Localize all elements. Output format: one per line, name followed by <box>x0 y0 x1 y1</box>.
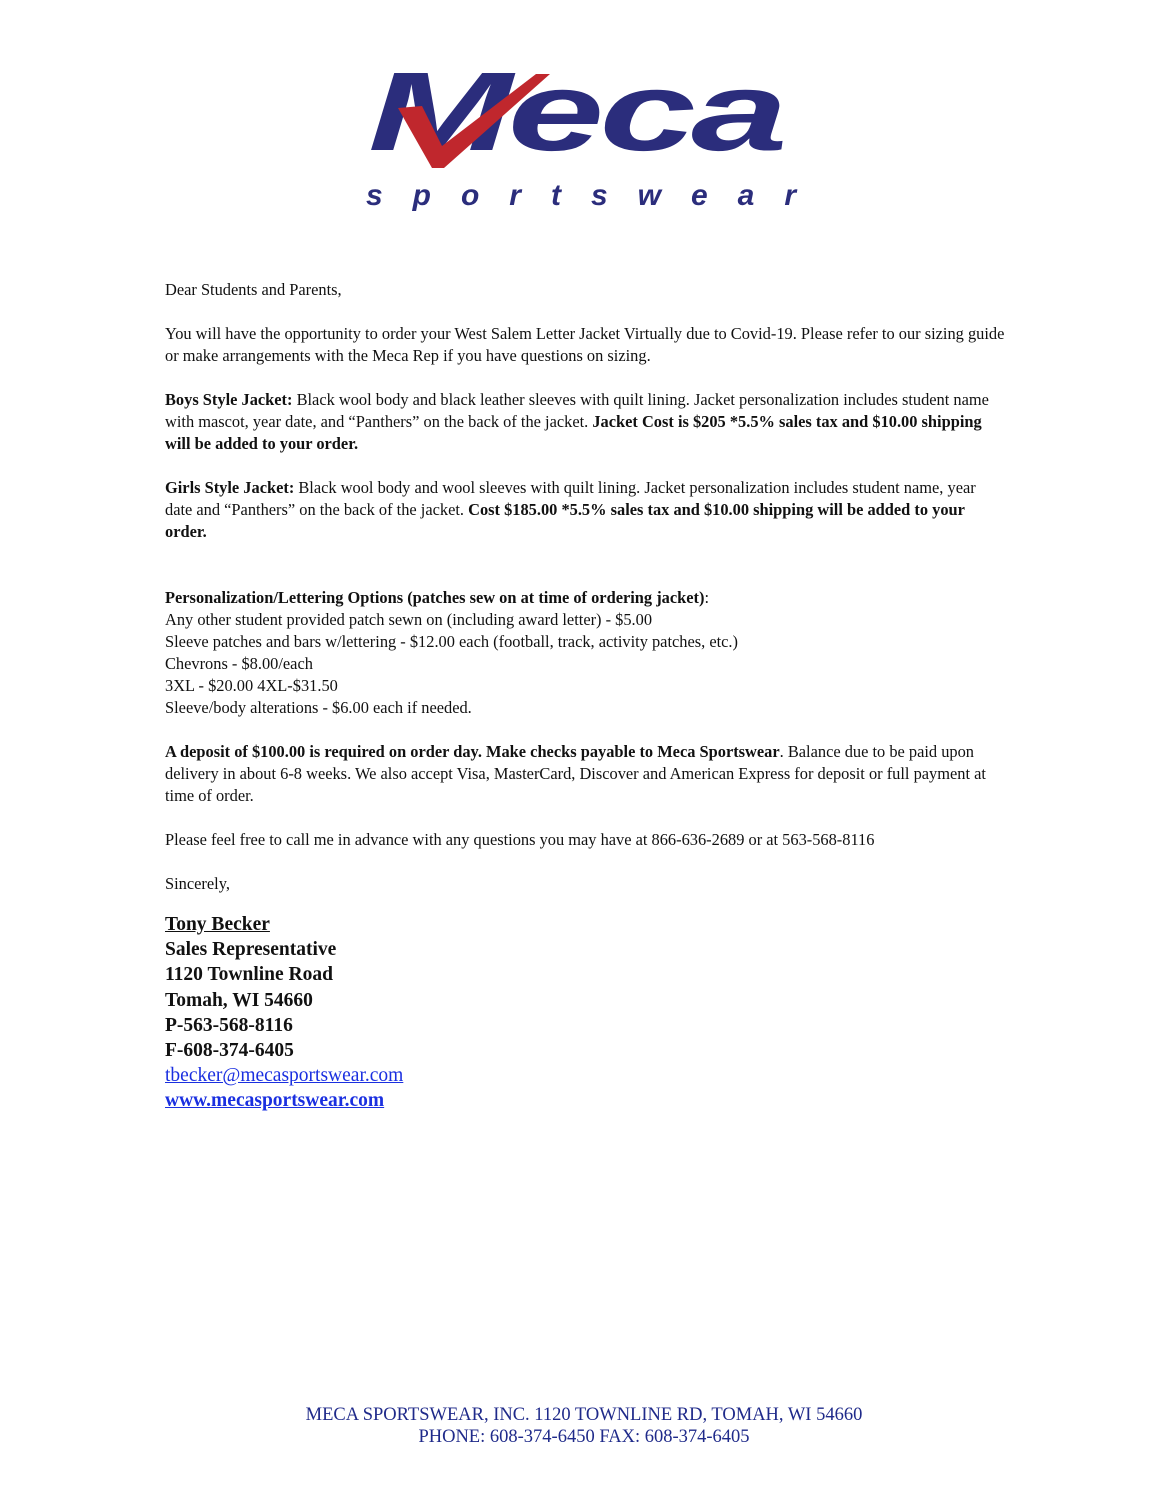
girls-jacket-paragraph <box>165 477 1005 543</box>
option-item: Any other student provided patch sewn on (including award letter) - $5.00 <box>165 610 653 629</box>
option-item: Sleeve/body alterations - $6.00 each if needed. <box>165 698 472 717</box>
boys-jacket-description: Black wool body and black leather sleeves with quilt lining. Jacket personalization includes student name with mascot, year date, and “Panthers” on the back of the jacket. <box>165 390 989 431</box>
option-item: 3XL - $20.00 4XL-$31.50 <box>165 676 338 695</box>
signature-block <box>165 912 403 1114</box>
signer-title: Sales Representative <box>165 939 337 961</box>
email-link[interactable]: tbecker@mecasportswear.com <box>165 1065 404 1087</box>
options-heading: Personalization/Lettering Options (patches sew on at time of ordering jacket): <box>165 588 710 607</box>
meca-sportswear-logo <box>360 62 800 212</box>
salutation: Dear Students and Parents, <box>165 280 342 299</box>
website-link[interactable]: www.mecasportswear.com <box>165 1090 385 1112</box>
deposit-text: . Balance due to be paid upon delivery in about 6-8 weeks. We also accept Visa, MasterCard, Discover and American Express for deposit or full payment at time of order. <box>165 742 986 805</box>
option-item: Chevrons - $8.00/each <box>165 654 313 673</box>
signer-street: 1120 Townline Road <box>165 964 333 986</box>
closing: Sincerely, <box>165 874 230 893</box>
signer-fax: F-608-374-6405 <box>165 1040 294 1062</box>
letter-body <box>165 279 1005 895</box>
logo-word: Meca <box>368 62 785 174</box>
boys-jacket-paragraph <box>165 389 1005 455</box>
signer-name: Tony Becker <box>165 914 270 935</box>
contact-note: Please feel free to call me in advance with any questions you may have at 866-636-2689 or at 563-568-8116 <box>165 830 875 849</box>
boys-jacket-cost: Jacket Cost is $205 *5.5% sales tax and $10.00 shipping will be added to your order. <box>165 412 982 453</box>
intro-paragraph: You will have the opportunity to order your West Salem Letter Jacket Virtually due to Covid-19. Please refer to our sizing guide or make arrangements with the Meca Rep if you have questions on sizing. <box>165 324 1005 365</box>
signer-phone: P-563-568-8116 <box>165 1014 293 1036</box>
deposit-bold: A deposit of $100.00 is required on order day. Make checks payable to Meca Sportswear <box>165 742 780 761</box>
page-footer <box>0 1404 1168 1448</box>
footer-address: MECA SPORTSWEAR, INC. 1120 TOWNLINE RD, TOMAH, WI 54660 <box>305 1405 863 1425</box>
girls-jacket-cost: Cost $185.00 *5.5% sales tax and $10.00 shipping will be added to your order. <box>165 500 965 541</box>
logo-tagline: sportswear <box>366 179 796 212</box>
footer-phone: PHONE: 608-374-6450 FAX: 608-374-6405 <box>418 1427 750 1447</box>
signer-city: Tomah, WI 54660 <box>165 989 313 1011</box>
option-item: Sleeve patches and bars w/lettering - $12.00 each (football, track, activity patches, etc.) <box>165 632 738 651</box>
deposit-paragraph <box>165 741 1005 807</box>
girls-jacket-label: Girls Style Jacket: <box>165 478 295 497</box>
boys-jacket-label: Boys Style Jacket: <box>165 390 293 409</box>
girls-jacket-description: Black wool body and wool sleeves with quilt lining. Jacket personalization includes student name, year date and “Panthers” on the back of the jacket. <box>165 478 976 519</box>
